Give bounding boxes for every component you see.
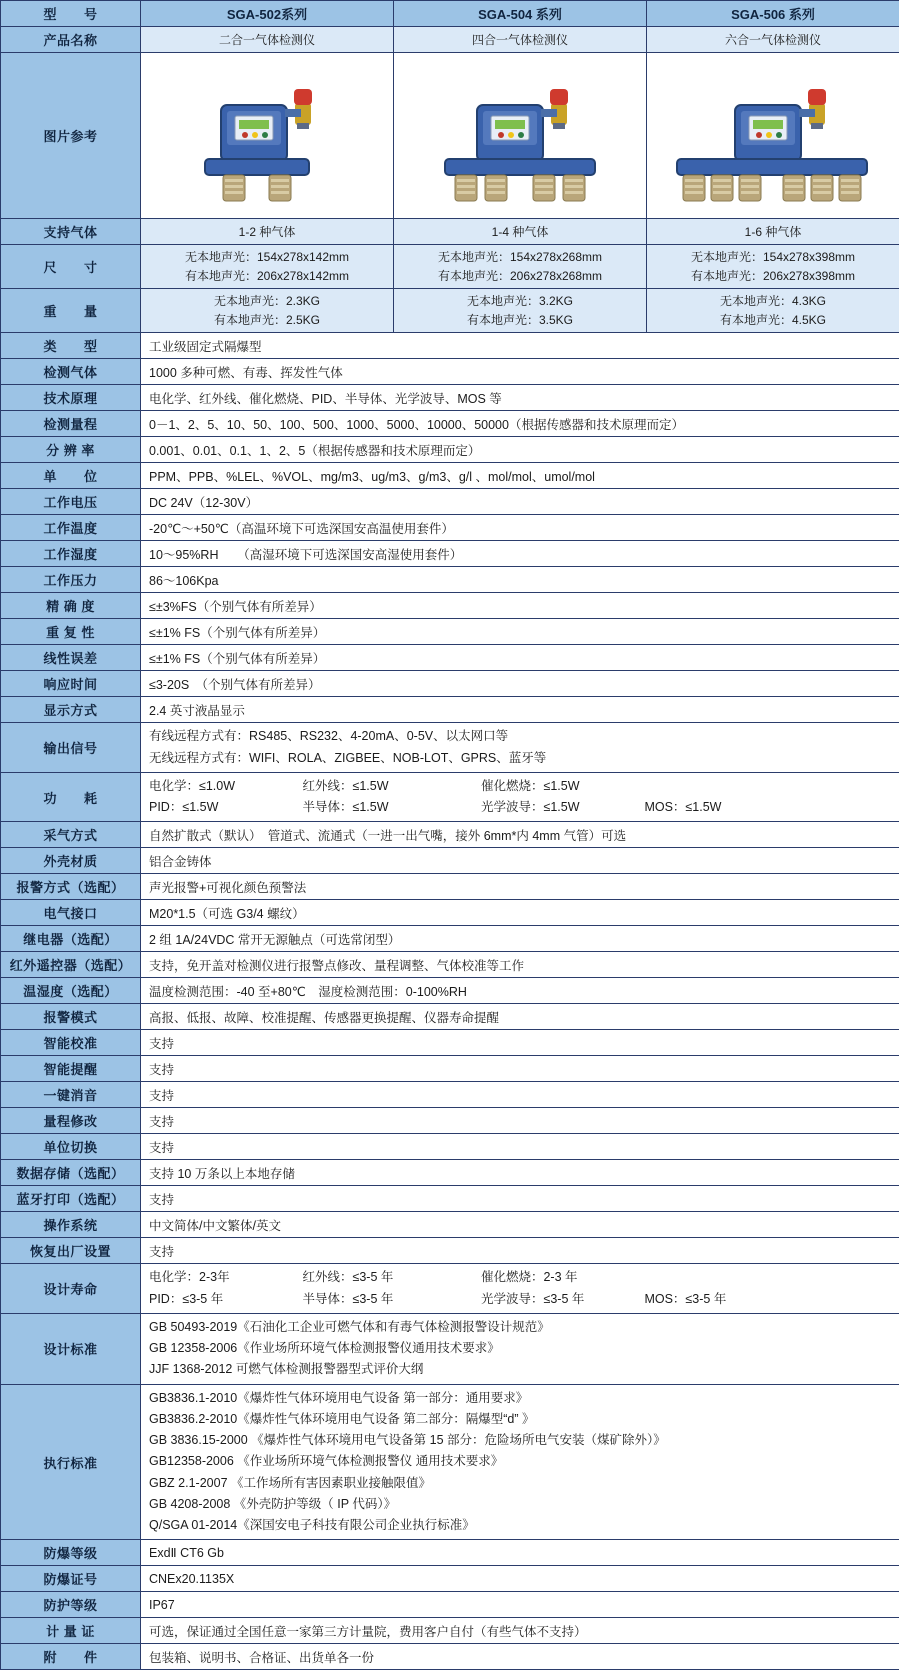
table-row-spec <box>1 900 899 926</box>
row-label-resolution: 分 辨 率 <box>1 437 141 463</box>
design-life-line2 <box>149 1289 893 1310</box>
row-value-ex-cert: CNEx20.1135X <box>141 1566 899 1592</box>
table-row-product-name <box>1 27 899 53</box>
table-row-spec <box>1 822 899 848</box>
row-label-shell-material: 外壳材质 <box>1 848 141 874</box>
device-image-502 <box>141 53 394 219</box>
table-row-spec <box>1 671 899 697</box>
weight-506-line2: 有本地声光：4.5KG <box>653 311 893 330</box>
row-label-linear-error: 线性误差 <box>1 645 141 671</box>
row-value-voltage: DC 24V（12-30V） <box>141 489 899 515</box>
device-image-504 <box>394 53 647 219</box>
size-506-line2: 有本地声光：206x278x398mm <box>653 267 893 286</box>
life-catalytic: 催化燃烧：2-3 年 <box>481 1267 578 1288</box>
model-502: SGA-502系列 <box>141 1 394 27</box>
row-label-voltage: 工作电压 <box>1 489 141 515</box>
size-506 <box>647 245 899 289</box>
table-row-spec <box>1 411 899 437</box>
exec-standard-line-6: GB 4208-2008 《外壳防护等级（ IP 代码）》 <box>149 1494 893 1515</box>
row-label-electrical-interface: 电气接口 <box>1 900 141 926</box>
table-row-spec <box>1 1238 899 1264</box>
size-504-line2: 有本地声光：206x278x268mm <box>400 267 640 286</box>
row-value-accessories: 包装箱、说明书、合格证、出货单各一份 <box>141 1644 899 1670</box>
row-value-bluetooth-print: 支持 <box>141 1186 899 1212</box>
row-label-detect-gas: 检测气体 <box>1 359 141 385</box>
output-signal-wired: 有线远程方式有：RS485、RS232、4-20mA、0-5V、以太网口等 <box>149 726 893 747</box>
table-row-spec <box>1 978 899 1004</box>
table-row-spec <box>1 1004 899 1030</box>
row-value-factory-reset: 支持 <box>141 1238 899 1264</box>
life-electrochemical: 电化学：2-3年 <box>149 1267 299 1288</box>
table-row-spec <box>1 874 899 900</box>
row-value-electrical-interface: M20*1.5（可选 G3/4 螺纹） <box>141 900 899 926</box>
row-label-smart-calibration: 智能校准 <box>1 1030 141 1056</box>
row-label-ex-grade: 防爆等级 <box>1 1540 141 1566</box>
product-name-504: 四合一气体检测仪 <box>394 27 647 53</box>
row-label-os: 操作系统 <box>1 1212 141 1238</box>
row-value-os: 中文简体/中文繁体/英文 <box>141 1212 899 1238</box>
table-row-spec <box>1 1566 899 1592</box>
row-label-accessories: 附 件 <box>1 1644 141 1670</box>
row-label-bluetooth-print: 蓝牙打印（选配） <box>1 1186 141 1212</box>
life-pid: PID：≤3-5 年 <box>149 1289 299 1310</box>
row-label-output-signal: 输出信号 <box>1 723 141 773</box>
table-row-image <box>1 53 899 219</box>
row-label-alarm-mode-option: 报警方式（选配） <box>1 874 141 900</box>
power-optical: 光学波导：≤1.5W <box>481 797 641 818</box>
row-label-design-standard: 设计标准 <box>1 1313 141 1384</box>
size-504 <box>394 245 647 289</box>
power-line2 <box>149 797 893 818</box>
table-row-spec <box>1 619 899 645</box>
table-row-power <box>1 772 899 822</box>
table-row-spec <box>1 926 899 952</box>
row-label-response-time: 响应时间 <box>1 671 141 697</box>
row-value-exec-standard <box>141 1384 899 1540</box>
gas-detector-2-icon <box>177 59 357 209</box>
design-standard-line-1: GB 50493-2019《石油化工企业可燃气体和有毒气体检测报警设计规范》 <box>149 1317 893 1338</box>
design-standard-line-3: JJF 1368-2012 可燃气体检测报警器型式评价大纲 <box>149 1359 893 1380</box>
table-row-exec-standard <box>1 1384 899 1540</box>
row-value-linear-error: ≤±1% FS（个别气体有所差异） <box>141 645 899 671</box>
row-label-ir-remote: 红外遥控器（选配） <box>1 952 141 978</box>
table-row-spec <box>1 1108 899 1134</box>
row-value-response-time: ≤3-20S （个别气体有所差异） <box>141 671 899 697</box>
weight-502-line1: 无本地声光：2.3KG <box>147 292 387 311</box>
product-name-502: 二合一气体检测仪 <box>141 27 394 53</box>
row-label-unit-switch: 单位切换 <box>1 1134 141 1160</box>
power-electrochemical: 电化学：≤1.0W <box>149 776 299 797</box>
row-value-smart-reminder: 支持 <box>141 1056 899 1082</box>
table-row-spec <box>1 1592 899 1618</box>
output-signal-wireless: 无线远程方式有：WIFI、ROLA、ZIGBEE、NOB-LOT、GPRS、蓝牙等 <box>149 748 893 769</box>
row-label-metering-cert: 计 量 证 <box>1 1618 141 1644</box>
exec-standard-line-5: GBZ 2.1-2007 《工作场所有害因素职业接触限值》 <box>149 1473 893 1494</box>
weight-504 <box>394 289 647 333</box>
table-row-output-signal <box>1 723 899 773</box>
model-504: SGA-504 系列 <box>394 1 647 27</box>
row-label-factory-reset: 恢复出厂设置 <box>1 1238 141 1264</box>
row-value-output-signal <box>141 723 899 773</box>
support-gas-502: 1-2 种气体 <box>141 219 394 245</box>
table-row-spec <box>1 645 899 671</box>
exec-standard-line-7: Q/SGA 01-2014《深国安电子科技有限公司企业执行标准》 <box>149 1515 893 1536</box>
product-name-506: 六合一气体检测仪 <box>647 27 899 53</box>
weight-506-line1: 无本地声光：4.3KG <box>653 292 893 311</box>
power-pid: PID：≤1.5W <box>149 797 299 818</box>
row-value-unit-switch: 支持 <box>141 1134 899 1160</box>
row-value-ir-remote: 支持，免开盖对检测仪进行报警点修改、量程调整、气体校准等工作 <box>141 952 899 978</box>
row-value-work-humidity: 10～95%RH （高湿环境下可选深国安高湿使用套件） <box>141 541 899 567</box>
support-gas-506: 1-6 种气体 <box>647 219 899 245</box>
table-row-spec <box>1 541 899 567</box>
row-value-power <box>141 772 899 822</box>
row-label-relay: 继电器（选配） <box>1 926 141 952</box>
table-row-spec <box>1 515 899 541</box>
table-row-spec <box>1 952 899 978</box>
row-label-alarm-modes: 报警模式 <box>1 1004 141 1030</box>
table-row-spec <box>1 1644 899 1670</box>
row-label-range-modify: 量程修改 <box>1 1108 141 1134</box>
row-label-support-gas: 支持气体 <box>1 219 141 245</box>
table-row-size <box>1 245 899 289</box>
gas-detector-6-icon <box>653 59 893 209</box>
weight-504-line1: 无本地声光：3.2KG <box>400 292 640 311</box>
table-row-spec <box>1 697 899 723</box>
table-row-spec <box>1 1056 899 1082</box>
power-mos: MOS：≤1.5W <box>644 797 721 818</box>
power-catalytic: 催化燃烧：≤1.5W <box>481 776 580 797</box>
table-row-spec <box>1 359 899 385</box>
row-value-range-modify: 支持 <box>141 1108 899 1134</box>
row-label-image: 图片参考 <box>1 53 141 219</box>
weight-502 <box>141 289 394 333</box>
row-label-size: 尺 寸 <box>1 245 141 289</box>
row-value-resolution: 0.001、0.01、0.1、1、2、5（根据传感器和技术原理而定） <box>141 437 899 463</box>
row-value-smart-calibration: 支持 <box>141 1030 899 1056</box>
table-row-model <box>1 1 899 27</box>
row-value-metering-cert: 可选，保证通过全国任意一家第三方计量院，费用客户自付（有些气体不支持） <box>141 1618 899 1644</box>
support-gas-504: 1-4 种气体 <box>394 219 647 245</box>
exec-standard-line-2: GB3836.2-2010《爆炸性气体环境用电气设备 第二部分：隔爆型“d” 》 <box>149 1409 893 1430</box>
row-label-design-life: 设计寿命 <box>1 1264 141 1314</box>
row-label-work-humidity: 工作湿度 <box>1 541 141 567</box>
table-row-spec <box>1 1082 899 1108</box>
row-value-principle: 电化学、红外线、催化燃烧、PID、半导体、光学波导、MOS 等 <box>141 385 899 411</box>
exec-standard-line-4: GB12358-2006 《作业场所环境气体检测报警仪 通用技术要求》 <box>149 1451 893 1472</box>
row-label-display: 显示方式 <box>1 697 141 723</box>
exec-standard-line-1: GB3836.1-2010《爆炸性气体环境用电气设备 第一部分：通用要求》 <box>149 1388 893 1409</box>
table-row-spec <box>1 385 899 411</box>
design-standard-line-2: GB 12358-2006《作业场所环境气体检测报警仪通用技术要求》 <box>149 1338 893 1359</box>
row-label-range: 检测量程 <box>1 411 141 437</box>
row-label-unit: 单 位 <box>1 463 141 489</box>
row-value-unit: PPM、PPB、%LEL、%VOL、mg/m3、ug/m3、g/m3、g/l 、mol/mol、umol/mol <box>141 463 899 489</box>
row-label-product-name: 产品名称 <box>1 27 141 53</box>
row-label-power: 功 耗 <box>1 772 141 822</box>
row-value-design-standard <box>141 1313 899 1384</box>
size-502-line1: 无本地声光：154x278x142mm <box>147 248 387 267</box>
row-label-smart-reminder: 智能提醒 <box>1 1056 141 1082</box>
row-value-one-key-mute: 支持 <box>141 1082 899 1108</box>
row-label-one-key-mute: 一键消音 <box>1 1082 141 1108</box>
row-value-ip-grade: IP67 <box>141 1592 899 1618</box>
table-row-spec <box>1 1030 899 1056</box>
table-row-weight <box>1 289 899 333</box>
model-506: SGA-506 系列 <box>647 1 899 27</box>
table-row-support-gas <box>1 219 899 245</box>
life-optical: 光学波导：≤3-5 年 <box>481 1289 641 1310</box>
table-row-design-life <box>1 1264 899 1314</box>
row-value-relay: 2 组 1A/24VDC 常开无源触点（可选常闭型） <box>141 926 899 952</box>
row-value-ex-grade: ExdⅡ CT6 Gb <box>141 1540 899 1566</box>
weight-504-line2: 有本地声光：3.5KG <box>400 311 640 330</box>
table-row-spec <box>1 489 899 515</box>
row-value-range: 0－1、2、5、10、50、100、500、1000、5000、10000、50000（根据传感器和技术原理而定） <box>141 411 899 437</box>
table-row-spec <box>1 1540 899 1566</box>
device-image-506 <box>647 53 899 219</box>
table-row-spec <box>1 848 899 874</box>
row-label-principle: 技术原理 <box>1 385 141 411</box>
row-label-accuracy: 精 确 度 <box>1 593 141 619</box>
row-label-work-pressure: 工作压力 <box>1 567 141 593</box>
row-label-ex-cert: 防爆证号 <box>1 1566 141 1592</box>
row-value-display: 2.4 英寸液晶显示 <box>141 697 899 723</box>
size-506-line1: 无本地声光：154x278x398mm <box>653 248 893 267</box>
table-row-spec <box>1 1134 899 1160</box>
row-value-data-storage: 支持 10 万条以上本地存储 <box>141 1160 899 1186</box>
row-label-temp-humidity: 温湿度（选配） <box>1 978 141 1004</box>
weight-506 <box>647 289 899 333</box>
table-row-spec <box>1 1186 899 1212</box>
size-502-line2: 有本地声光：206x278x142mm <box>147 267 387 286</box>
row-value-alarm-mode-option: 声光报警+可视化颜色预警法 <box>141 874 899 900</box>
row-value-alarm-modes: 高报、低报、故障、校准提醒、传感器更换提醒、仪器寿命提醒 <box>141 1004 899 1030</box>
row-value-accuracy: ≤±3%FS（个别气体有所差异） <box>141 593 899 619</box>
row-label-weight: 重 量 <box>1 289 141 333</box>
power-infrared: 红外线：≤1.5W <box>302 776 477 797</box>
row-label-ip-grade: 防护等级 <box>1 1592 141 1618</box>
row-label-data-storage: 数据存储（选配） <box>1 1160 141 1186</box>
row-value-work-temp: -20℃～+50℃（高温环境下可选深国安高温使用套件） <box>141 515 899 541</box>
gas-detector-4-icon <box>415 59 625 209</box>
table-row-spec <box>1 437 899 463</box>
life-semiconductor: 半导体：≤3-5 年 <box>302 1289 477 1310</box>
table-row-spec <box>1 593 899 619</box>
row-value-sampling: 自然扩散式（默认） 管道式、流通式（一进一出气嘴，接外 6mm*内 4mm 气管）可选 <box>141 822 899 848</box>
row-label-exec-standard: 执行标准 <box>1 1384 141 1540</box>
row-label-type: 类 型 <box>1 333 141 359</box>
power-line1 <box>149 776 893 797</box>
table-row-spec <box>1 567 899 593</box>
table-row-spec <box>1 1618 899 1644</box>
row-value-detect-gas: 1000 多种可燃、有毒、挥发性气体 <box>141 359 899 385</box>
life-mos: MOS：≤3-5 年 <box>644 1289 726 1310</box>
row-value-type: 工业级固定式隔爆型 <box>141 333 899 359</box>
life-infrared: 红外线：≤3-5 年 <box>302 1267 477 1288</box>
weight-502-line2: 有本地声光：2.5KG <box>147 311 387 330</box>
row-label-model: 型 号 <box>1 1 141 27</box>
design-life-line1 <box>149 1267 893 1288</box>
row-label-sampling: 采气方式 <box>1 822 141 848</box>
exec-standard-line-3: GB 3836.15-2000 《爆炸性气体环境用电气设备第 15 部分：危险场所电气安装（煤矿除外）》 <box>149 1430 893 1451</box>
row-value-shell-material: 铝合金铸体 <box>141 848 899 874</box>
table-row-design-standard <box>1 1313 899 1384</box>
table-row-spec <box>1 1160 899 1186</box>
row-value-repeatability: ≤±1% FS（个别气体有所差异） <box>141 619 899 645</box>
row-label-work-temp: 工作温度 <box>1 515 141 541</box>
table-row-spec <box>1 463 899 489</box>
power-semiconductor: 半导体：≤1.5W <box>302 797 477 818</box>
row-value-temp-humidity: 温度检测范围：-40 至+80℃ 湿度检测范围：0-100%RH <box>141 978 899 1004</box>
size-504-line1: 无本地声光：154x278x268mm <box>400 248 640 267</box>
row-value-design-life <box>141 1264 899 1314</box>
row-label-repeatability: 重 复 性 <box>1 619 141 645</box>
table-row-spec <box>1 333 899 359</box>
row-value-work-pressure: 86～106Kpa <box>141 567 899 593</box>
size-502 <box>141 245 394 289</box>
table-row-spec <box>1 1212 899 1238</box>
